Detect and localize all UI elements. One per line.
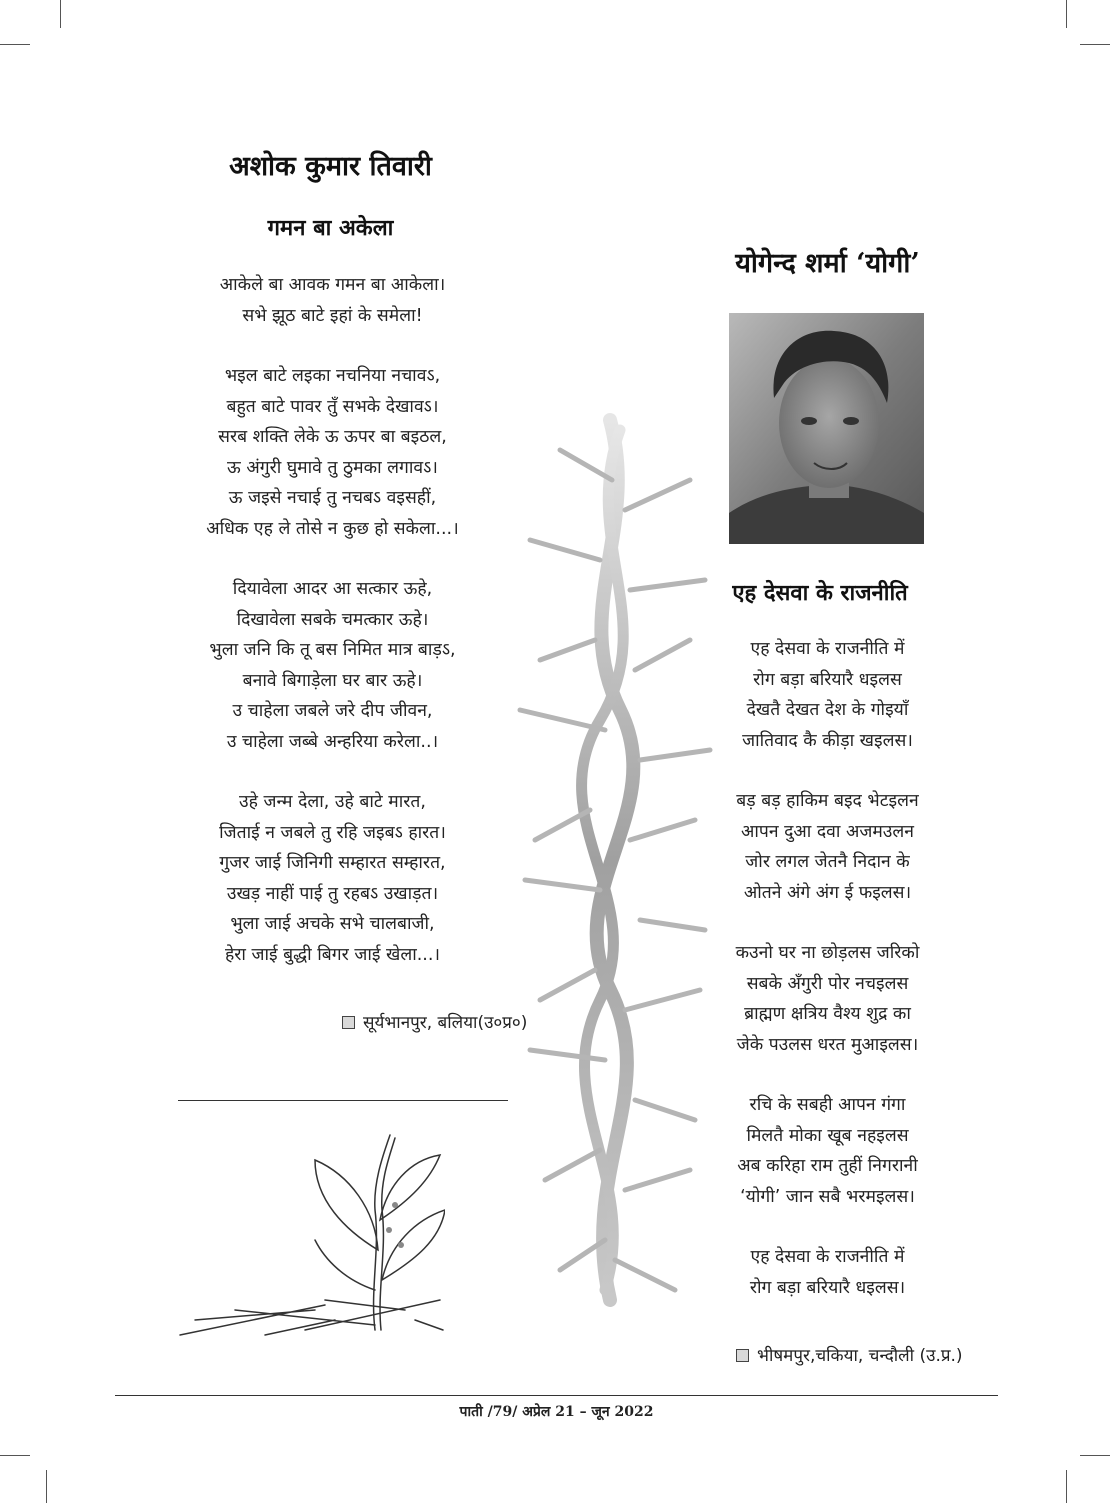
left-author-name: अशोक कुमार तिवारी — [229, 151, 432, 182]
poem-line: ऊ जइसे नचाई तु नचबऽ वइसहीं, — [228, 488, 437, 508]
right-poem-body — [690, 634, 965, 1333]
crop-mark — [1080, 1455, 1110, 1456]
square-bullet-icon — [342, 1016, 355, 1029]
crop-mark — [60, 0, 61, 28]
crop-mark — [1066, 1470, 1067, 1503]
left-poem-body — [140, 270, 525, 1000]
crop-mark — [46, 1470, 47, 1503]
poem-line: ‘योगी’ जान सबै भरमइलस। — [740, 1186, 915, 1207]
poem-line: जिताई न जबले तु रहि जइबऽ हारत। — [219, 822, 446, 843]
poem-line: बहुत बाटे पावर तुँ सभके देखावऽ। — [226, 396, 439, 417]
square-bullet-icon — [736, 1349, 749, 1362]
thorn-vine-illustration — [500, 410, 720, 1310]
sprout-illustration — [175, 1130, 445, 1345]
right-author-name: योगेन्द शर्मा ‘योगी’ — [735, 248, 920, 279]
poem-line: दियावेला आदर आ सत्कार ऊहे, — [232, 579, 433, 599]
stanza — [140, 270, 525, 331]
crop-mark — [0, 44, 30, 45]
poem-line: ओतने अंगे अंग ई फइलस। — [743, 882, 912, 903]
page-footer: पाती /79/ अप्रेल 21 – जून 2022 — [459, 1404, 654, 1420]
poem-line: उखड़ नाहीं पाई तु रहबऽ उखाड़त। — [226, 883, 439, 904]
poem-line: ब्राह्मण क्षत्रिय वैश्य शुद्र का — [744, 1004, 911, 1024]
right-poem-title: एह देसवा के राजनीति — [732, 580, 908, 606]
footer-rule — [115, 1395, 998, 1396]
stanza — [690, 1090, 965, 1212]
left-poem-title: गमन बा अकेला — [267, 215, 394, 241]
stanza — [690, 938, 965, 1060]
crop-mark — [1066, 0, 1067, 28]
poem-line: भइल बाटे लइका नचनिया नचावऽ, — [224, 366, 441, 386]
poem-line: भुला जाई अचके सभे चालबाजी, — [230, 914, 435, 934]
poem-line: रोग बड़ा बरियारै धइलस। — [749, 1277, 906, 1298]
divider-line — [178, 1100, 508, 1101]
poem-line: कउनो घर ना छोड़लस जरिको — [735, 943, 920, 963]
poem-line: उ चाहेला जब्बे अन्हरिया करेला..। — [226, 731, 439, 752]
right-author-address — [736, 1343, 963, 1366]
poem-line: उ चाहेला जबले जरे दीप जीवन, — [232, 701, 433, 721]
poem-line: रचि के सबही आपन गंगा — [749, 1095, 906, 1115]
stanza — [140, 574, 525, 757]
stanza — [690, 1242, 965, 1303]
left-author-address — [342, 1010, 527, 1033]
stanza — [690, 634, 965, 756]
poem-line: देखतै देखत देश के गोइयाँ — [746, 700, 909, 720]
poem-line: सबके अँगुरी पोर नचइलस — [746, 973, 909, 994]
poem-line: मिलतै मोका खूब नहइलस — [746, 1125, 909, 1146]
stanza — [690, 786, 965, 908]
poem-line: भुला जनि कि तू बस निमित मात्र बाड़ऽ, — [209, 640, 456, 660]
poem-line: अधिक एह ले तोसे न कुछ हो सकेला...। — [206, 518, 459, 539]
stanza — [140, 361, 525, 544]
poem-line: आपन दुआ दवा अजमउलन — [741, 821, 914, 842]
poem-line: अब करिहा राम तुहीं निगरानी — [737, 1156, 918, 1176]
poem-line: बड़ बड़ हाकिम बइद भेटइलन — [736, 791, 919, 811]
poem-line: ऊ अंगुरी घुमावे तु ठुमका लगावऽ। — [227, 457, 438, 478]
crop-mark — [0, 1455, 30, 1456]
poem-line: गुजर जाई जिनिगी सम्हारत सम्हारत, — [219, 853, 446, 873]
poem-line: दिखावेला सबके चमत्कार ऊहे। — [236, 609, 429, 630]
stanza — [140, 787, 525, 970]
author-photo — [729, 313, 924, 544]
poem-line: जेके पउलस धरत मुआइलस। — [736, 1034, 919, 1055]
poem-line: रोग बड़ा बरियारै धइलस — [753, 669, 902, 690]
poem-line: सरब शक्ति लेके ऊ ऊपर बा बइठल, — [218, 427, 447, 447]
poem-line: जातिवाद कै कीड़ा खइलस। — [742, 730, 913, 751]
poem-line: एह देसवा के राजनीति में — [750, 1247, 905, 1267]
address-text: भीषमपुर,चकिया, चन्दौली (उ.प्र.) — [757, 1346, 963, 1366]
poem-line: उहे जन्म देला, उहे बाटे मारत, — [239, 792, 426, 812]
poem-line: बनावे बिगाड़ेला घर बार ऊहे। — [242, 670, 423, 691]
crop-mark — [1080, 44, 1110, 45]
poem-line: सभे झूठ बाटे इहां के समेला! — [242, 305, 423, 326]
poem-line: एह देसवा के राजनीति में — [750, 639, 905, 659]
poem-line: जोर लगल जेतनै निदान के — [745, 852, 910, 872]
address-text: सूर्यभानपुर, बलिया(उ०प्र०) — [363, 1013, 528, 1033]
portrait-image — [729, 313, 924, 544]
poem-line: आकेले बा आवक गमन बा आकेला। — [219, 275, 446, 295]
poem-line: हेरा जाई बुद्धी बिगर जाई खेला...। — [224, 944, 441, 965]
